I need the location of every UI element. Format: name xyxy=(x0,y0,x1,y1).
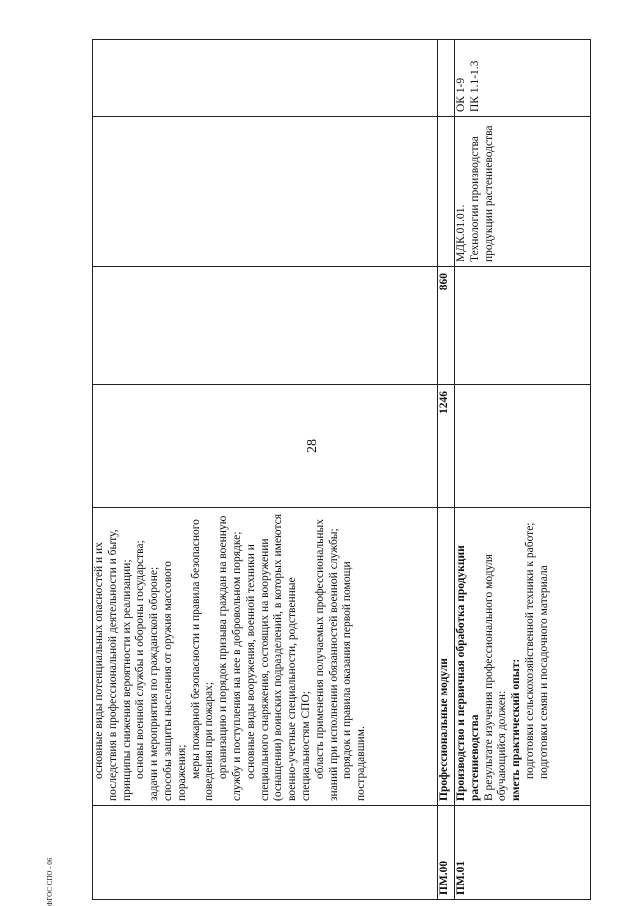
content-paragraph: способы защиты населения от оружия массового поражения; xyxy=(161,560,188,801)
content-paragraph: подготовки сельскохозяйственной техники к работе; xyxy=(523,522,536,779)
table-row xyxy=(93,40,438,900)
curriculum-table-rotated xyxy=(92,40,590,900)
general-competencies: ОК 1-9 xyxy=(455,77,467,112)
footer-standard-label: ФГОС СПО - 06 xyxy=(46,857,54,906)
mdk-cell xyxy=(438,117,455,267)
competency-cell xyxy=(455,40,591,117)
content-cell xyxy=(93,508,438,806)
page-number: 28 xyxy=(305,439,320,453)
mdk-title: Технологии производства продукции растениеводства xyxy=(468,125,495,262)
content-paragraph: меры пожарной безопасности и правила безопасного поведения при пожарах; xyxy=(189,519,216,801)
curriculum-table xyxy=(92,39,591,900)
mdk-cell xyxy=(455,117,591,267)
content-paragraph: область применения получаемых профессиональных знаний при исполнении обязанностей военной службы; xyxy=(313,518,340,801)
table-row xyxy=(455,40,591,900)
content-paragraph: задачи и мероприятия по гражданской обороне; xyxy=(148,566,161,801)
hours-cell xyxy=(455,267,591,385)
hours-cell xyxy=(93,267,438,385)
table-row xyxy=(438,40,455,900)
code-cell: ПМ.00 xyxy=(438,806,455,900)
content-paragraph: Производство и первичная обработка продукции растениеводства xyxy=(455,545,481,801)
content-paragraph: организацию и порядок призыва граждан на военную службу и поступления на нее в добровольном порядке; xyxy=(217,515,243,801)
content-cell xyxy=(455,508,591,806)
competency-cell xyxy=(93,40,438,117)
hours-cell: 860 xyxy=(438,267,455,385)
max-hours-cell xyxy=(93,385,438,508)
content-paragraph: основы военной службы и обороны государства; xyxy=(134,540,147,779)
max-hours-cell xyxy=(455,385,591,508)
content-paragraph: иметь практический опыт: xyxy=(510,658,523,801)
content-paragraph: В результате изучения профессионального модуля обучающийся должен: xyxy=(482,554,509,801)
mdk-code: МДК.01.01. xyxy=(455,204,467,262)
content-list xyxy=(93,512,369,801)
content-paragraph: основные виды вооружения, военной техники и специального снаряжения, состоящих на вооружении (оснащении) воинских подразделений, в которых имеются военно-учетные специальности, родственные специальностям СПО; xyxy=(244,513,312,801)
code-cell xyxy=(93,806,438,900)
content-paragraph: основные виды потенциальных опасностей и их последствия в профессиональной деятельности и быту, принципы снижения вероятности их реализации; xyxy=(93,529,133,801)
professional-competencies: ПК 1.1-1.3 xyxy=(468,60,481,112)
code-cell: ПМ.01 xyxy=(455,806,591,900)
content-paragraph: подготовки семян и посадочного материала xyxy=(537,565,550,779)
mdk-cell xyxy=(93,117,438,267)
competency-cell xyxy=(438,40,455,117)
content-paragraph: порядок и правила оказания первой помощи пострадавшим. xyxy=(341,561,368,801)
max-hours-cell: 1246 xyxy=(438,385,455,508)
content-list xyxy=(455,512,552,801)
content-cell: Профессиональные модули xyxy=(438,508,455,806)
